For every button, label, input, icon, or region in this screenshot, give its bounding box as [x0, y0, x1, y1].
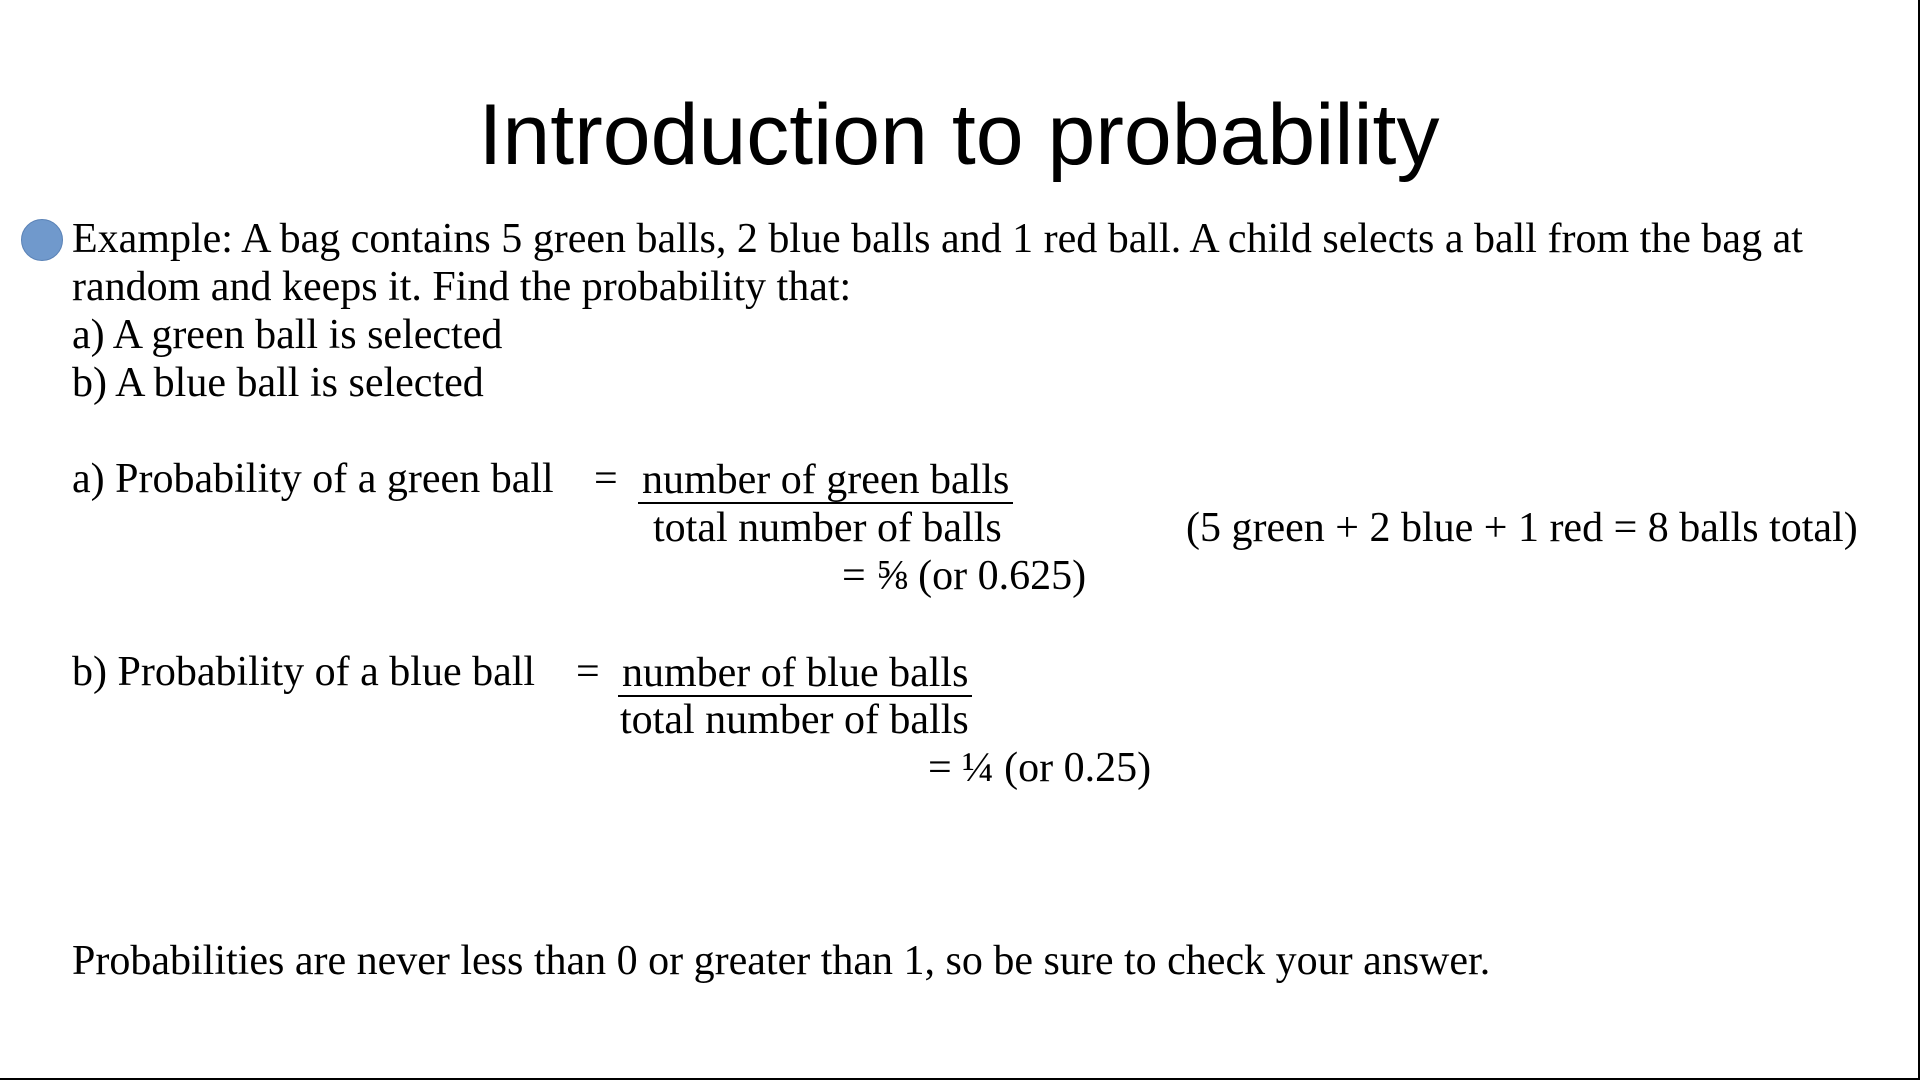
- solution-a-equals: =: [594, 456, 618, 502]
- solution-a-denominator: total number of balls: [653, 505, 1002, 551]
- solution-a-note: (5 green + 2 blue + 1 red = 8 balls total): [1186, 505, 1858, 551]
- solution-a-result: = ⅝ (or 0.625): [842, 553, 1087, 599]
- solution-a-numerator: number of green balls: [638, 458, 1013, 504]
- solution-b-label: b) Probability of a blue ball: [72, 649, 536, 695]
- solution-b-result: = ¼ (or 0.25): [928, 745, 1152, 791]
- solution-a-label: a) Probability of a green ball: [72, 456, 554, 502]
- example-line-1: Example: A bag contains 5 green balls, 2 blue balls and 1 red ball. A child selects a ball from the bag at: [72, 216, 1803, 262]
- slide-title: Introduction to probability: [478, 87, 1440, 183]
- example-line-2: random and keeps it. Find the probability that:: [72, 264, 852, 310]
- example-part-b: b) A blue ball is selected: [72, 360, 484, 406]
- bullet-dot-icon: [21, 219, 63, 261]
- solution-b-numerator: number of blue balls: [618, 651, 972, 697]
- footer-note: Probabilities are never less than 0 or greater than 1, so be sure to check your answer.: [72, 938, 1491, 984]
- example-part-a: a) A green ball is selected: [72, 312, 503, 358]
- solution-b-denominator: total number of balls: [620, 697, 969, 743]
- solution-b-equals: =: [576, 649, 600, 695]
- solution-b-fraction: [618, 649, 972, 697]
- solution-a-fraction: [638, 456, 1013, 504]
